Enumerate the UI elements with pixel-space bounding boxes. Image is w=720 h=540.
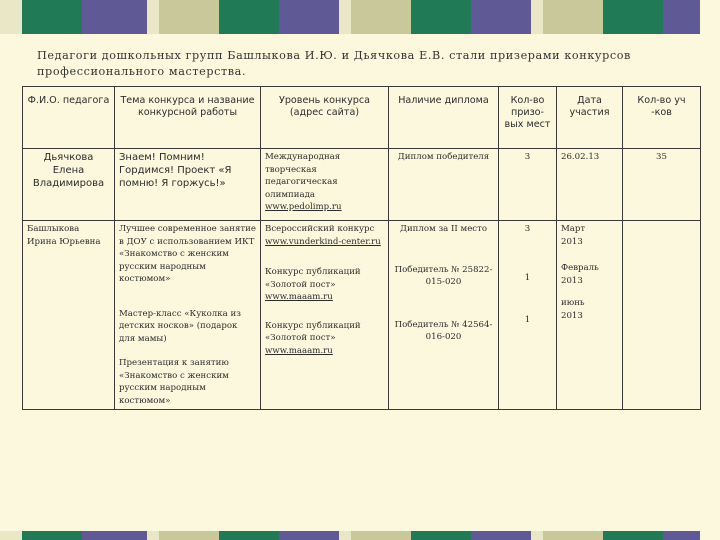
row1-date: 26.02.13	[557, 149, 623, 221]
row2-topic-1: Лучшее современное занятие в ДОУ с использованием ИКТ «Знакомство с женским русским народным костюмом»	[119, 224, 256, 284]
row2-level	[261, 221, 389, 410]
row2-level-2: Конкурс публикаций «Золотой пост»	[265, 267, 361, 290]
header-level: Уровень конкурса (адрес сайта)	[261, 87, 389, 149]
table-row	[23, 221, 701, 410]
row2-places-1: 3	[524, 224, 531, 234]
page-title: Педагоги дошкольных групп Башлыкова И.Ю. и Дьячкова Е.В. стали призерами конкурсов профессионального мастерства.	[37, 49, 631, 78]
row1-places: 3	[499, 149, 557, 221]
table-header-row	[23, 87, 701, 149]
row2-level-3-link[interactable]: www.maaam.ru	[265, 345, 333, 356]
row2-level-1: Всероссийский конкурс	[265, 224, 375, 234]
table-row	[23, 149, 701, 221]
row2-name: Башлыкова Ирина Юрьевна	[23, 221, 115, 410]
header-diploma: Наличие диплома	[389, 87, 499, 149]
row2-diploma-2: Победитель № 25822-015-020	[394, 264, 493, 287]
row2-date-3: июнь 2013	[561, 298, 585, 321]
contest-results-table	[22, 86, 701, 410]
row2-diploma	[389, 221, 499, 410]
header-places: Кол-во призо-вых мест	[499, 87, 557, 149]
row2-places	[499, 221, 557, 410]
row1-level-link[interactable]: www.pedolimp.ru	[265, 202, 342, 212]
bottom-decorative-stripe	[0, 531, 720, 540]
row2-count	[623, 221, 701, 410]
header-topic: Тема конкурса и название конкурсной работы	[115, 87, 261, 149]
header-name: Ф.И.О. педагога	[23, 87, 115, 149]
row2-topic-3: Презентация к занятию «Знакомство с женским русским народным костюмом»	[119, 358, 229, 406]
row2-diploma-3: Победитель № 42564-016-020	[394, 319, 493, 342]
row2-level-2-link[interactable]: www.maaam.ru	[265, 292, 333, 302]
row2-level-3: Конкурс публикаций «Золотой пост»	[265, 320, 361, 343]
row2-topic-2: Мастер-класс «Куколка из детских носков» (подарок для мамы)	[119, 308, 241, 344]
row2-places-2: 1	[524, 272, 531, 283]
row1-topic: Знаем! Помним! Гордимся! Проект «Я помню! Я горжусь!»	[115, 149, 261, 221]
header-count: Кол-во уч -ков	[623, 87, 701, 149]
row1-level	[261, 149, 389, 221]
row2-topic	[115, 221, 261, 410]
row2-diploma-1: Диплом за II место	[399, 224, 488, 234]
row2-level-1-link[interactable]: www.vunderkind-center.ru	[265, 236, 381, 247]
row1-name: Дьячкова Елена Владимирова	[23, 149, 115, 221]
row1-diploma: Диплом победителя	[389, 149, 499, 221]
row1-count: 35	[623, 149, 701, 221]
row2-date-1: Март 2013	[561, 224, 586, 247]
header-date: Дата участия	[557, 87, 623, 149]
row2-date	[557, 221, 623, 410]
row2-places-3: 1	[524, 315, 531, 325]
row2-date-2: Февраль 2013	[561, 263, 599, 286]
row1-level-text: Международная творческая педагогическая олимпиада	[265, 152, 341, 200]
top-decorative-stripe	[0, 0, 720, 34]
